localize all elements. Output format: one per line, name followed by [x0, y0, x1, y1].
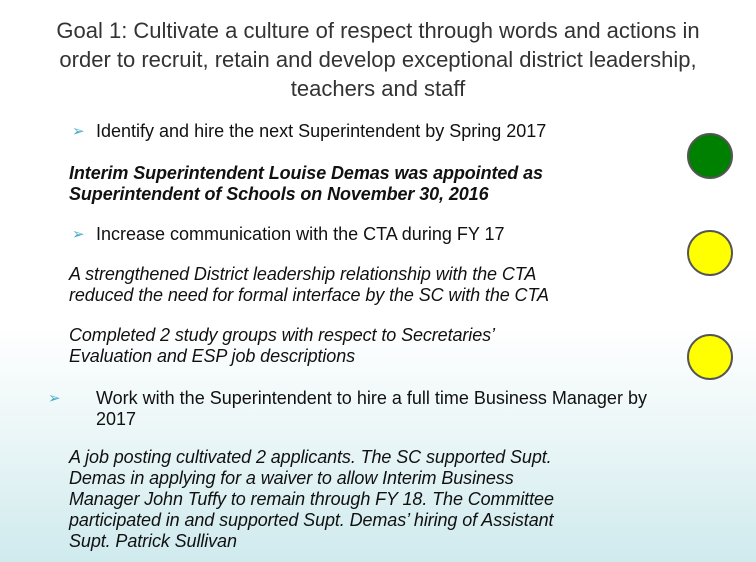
note-study-groups: Completed 2 study groups with respect to Secretaries’ Evaluation and ESP job descriptions: [69, 325, 495, 366]
status-circle-yellow: [687, 230, 733, 276]
note-superintendent-appointed: Interim Superintendent Louise Demas was appointed as Superintendent of Schools on November 30, 2016: [69, 163, 543, 204]
note-cta-relationship: A strengthened District leadership relationship with the CTA reduced the need for formal interface by the SC with the CTA: [69, 264, 549, 305]
bullet-text: Increase communication with the CTA during FY 17: [96, 224, 505, 244]
bullet-text: Work with the Superintendent to hire a full time Business Manager by 2017: [96, 388, 647, 429]
slide-title: Goal 1: Cultivate a culture of respect through words and actions in order to recruit, retain and develop exceptional district leadership, teachers and staff: [56, 18, 700, 101]
arrow-bullet-icon: ➢: [72, 123, 85, 140]
status-circle-green: [687, 133, 733, 179]
note-job-posting: A job posting cultivated 2 applicants. The SC supported Supt. Demas in applying for a waiver to allow Interim Business Manager John Tuffy to remain through FY 18. The Committee participated in and supported Supt. Demas’ hiring of Assistant Supt. Patrick Sullivan: [69, 447, 554, 551]
bullet-text: Identify and hire the next Superintendent by Spring 2017: [96, 121, 547, 141]
bullet-item-cta-communication: [72, 224, 505, 245]
arrow-bullet-icon: ➢: [72, 226, 85, 243]
bullet-item-hire-superintendent: [72, 121, 546, 142]
status-circle-yellow: [687, 334, 733, 380]
bullet-item-business-manager: [48, 388, 656, 429]
arrow-bullet-icon: ➢: [48, 390, 61, 407]
